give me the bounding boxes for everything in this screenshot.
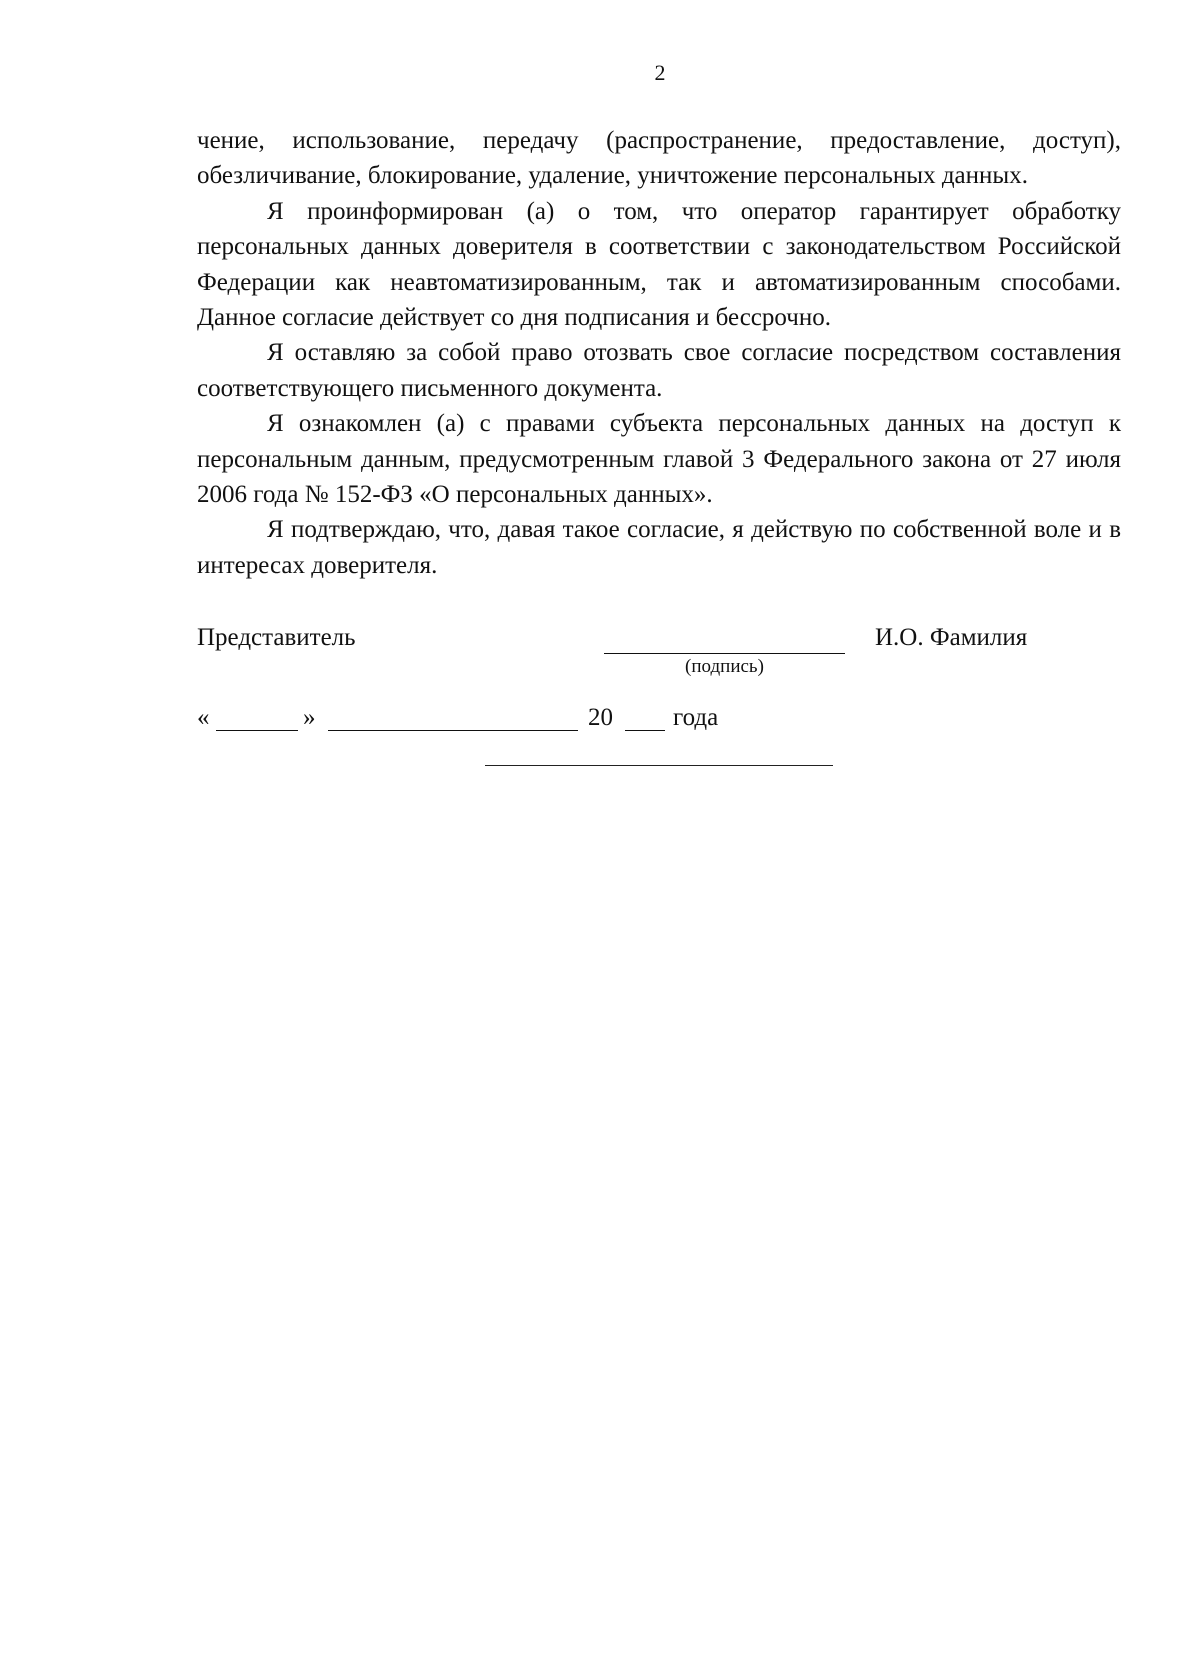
page-number: 2: [654, 60, 666, 85]
year-word: года: [673, 704, 719, 731]
paragraph-confirmation: Я подтверждаю, что, давая такое согласие, я действую по собственной воле и в интересах доверителя.: [197, 516, 1121, 579]
end-rule: [485, 765, 833, 766]
signature-caption: (подпись): [685, 656, 764, 677]
signature-line: [604, 653, 845, 654]
date-open-quote: «: [197, 704, 210, 731]
paragraph-subject-rights: Я ознакомлен (а) с правами субъекта персональных данных на доступ к персональным данным, предусмотренным главой 3 Федерального закона от 27 июля 2006 года № 152-ФЗ «О персональных данных».: [197, 410, 1121, 509]
day-blank: [216, 730, 298, 731]
paragraph-operator-guarantee: Я проинформирован (а) о том, что оператор гарантирует обработку персональных данных доверителя в соответствии с законодательством Российской Федерации как неавтоматизированным, так и автоматизированным способами. Данное согласие действует со дня подписания и бессрочно.: [197, 197, 1121, 332]
signatory-name: И.О. Фамилия: [875, 624, 1028, 651]
paragraph-withdrawal-right: Я оставляю за собой право отозвать свое согласие посредством составления соответствующего письменного документа.: [197, 339, 1121, 402]
year-prefix: 20: [588, 704, 613, 731]
paragraph-continuation: чение, использование, передачу (распространение, предоставление, доступ), обезличивание, блокирование, удаление, уничтожение персональных данных.: [197, 127, 1121, 190]
consent-text: [197, 123, 1121, 583]
month-blank: [328, 730, 578, 731]
signature-role-label: Представитель: [197, 624, 356, 651]
year-blank: [625, 730, 665, 731]
date-close-quote: »: [303, 704, 316, 731]
